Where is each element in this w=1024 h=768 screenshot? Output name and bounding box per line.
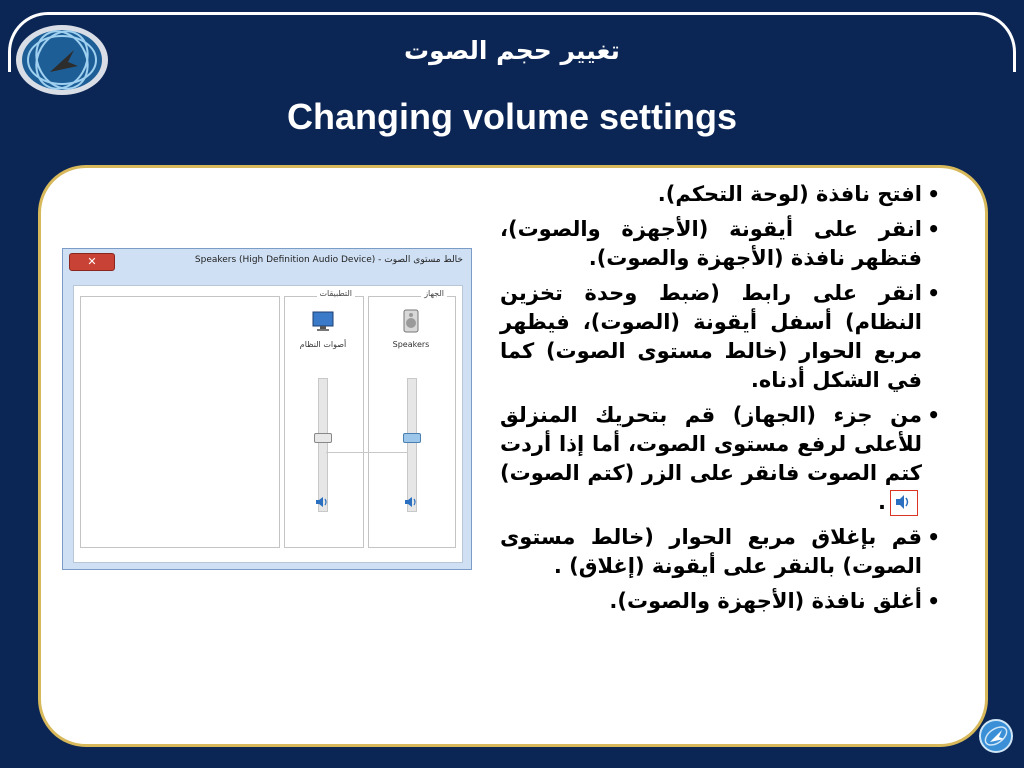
list-item: • انقر على أيقونة (الأجهزة والصوت)، فتظهر نافذة (الأجهزة والصوت). <box>500 215 940 273</box>
device-volume-track <box>407 378 417 512</box>
slider-link-line <box>326 452 408 453</box>
list-item: • أغلق نافذة (الأجهزة والصوت). <box>500 587 940 616</box>
list-item: • من جزء (الجهاز) قم بتحريك المنزلق للأعلى لرفع مستوى الصوت، أما إذا أردت كتم الصوت فانقر على الزر (كتم الصوت) . <box>500 401 940 517</box>
monitor-icon <box>310 308 336 334</box>
apps-channel-label: أصوات النظام <box>299 340 347 349</box>
speaker-icon <box>315 496 329 508</box>
speaker-icon <box>404 496 418 508</box>
list-item: • افتح نافذة (لوحة التحكم). <box>500 180 940 209</box>
page-title-english: Changing volume settings <box>286 96 738 137</box>
apps-group-label: التطبيقات <box>317 289 355 298</box>
speaker-device-icon <box>398 308 424 334</box>
device-group-label: الجهاز <box>421 289 447 298</box>
device-channel-label: Speakers <box>392 340 430 349</box>
apps-volume-track <box>318 378 328 512</box>
dialog-body <box>73 285 463 563</box>
page-title-arabic: تغيير حجم الصوت <box>404 36 620 65</box>
corner-logo-icon <box>978 718 1014 754</box>
list-item: • قم بإغلاق مربع الحوار (خالط مستوى الصوت) بالنقر على أيقونة (إغلاق) . <box>500 523 940 581</box>
apps-volume-slider <box>314 433 332 443</box>
dialog-titlebar <box>63 249 471 275</box>
apps-area <box>80 296 280 548</box>
volume-mixer-screenshot <box>62 248 472 570</box>
close-button: ✕ <box>69 253 115 271</box>
dialog-title: خالط مستوى الصوت - Speakers (High Definition Audio Device) <box>194 255 463 265</box>
list-item: • انقر على رابط (ضبط وحدة تخزين النظام) أسفل أيقونة (الصوت)، فيظهر مربع الحوار (خالط مستوى الصوت) كما في الشكل أدناه. <box>500 279 940 395</box>
device-volume-slider <box>403 433 421 443</box>
mute-icon <box>890 490 918 516</box>
instruction-list <box>500 180 940 622</box>
